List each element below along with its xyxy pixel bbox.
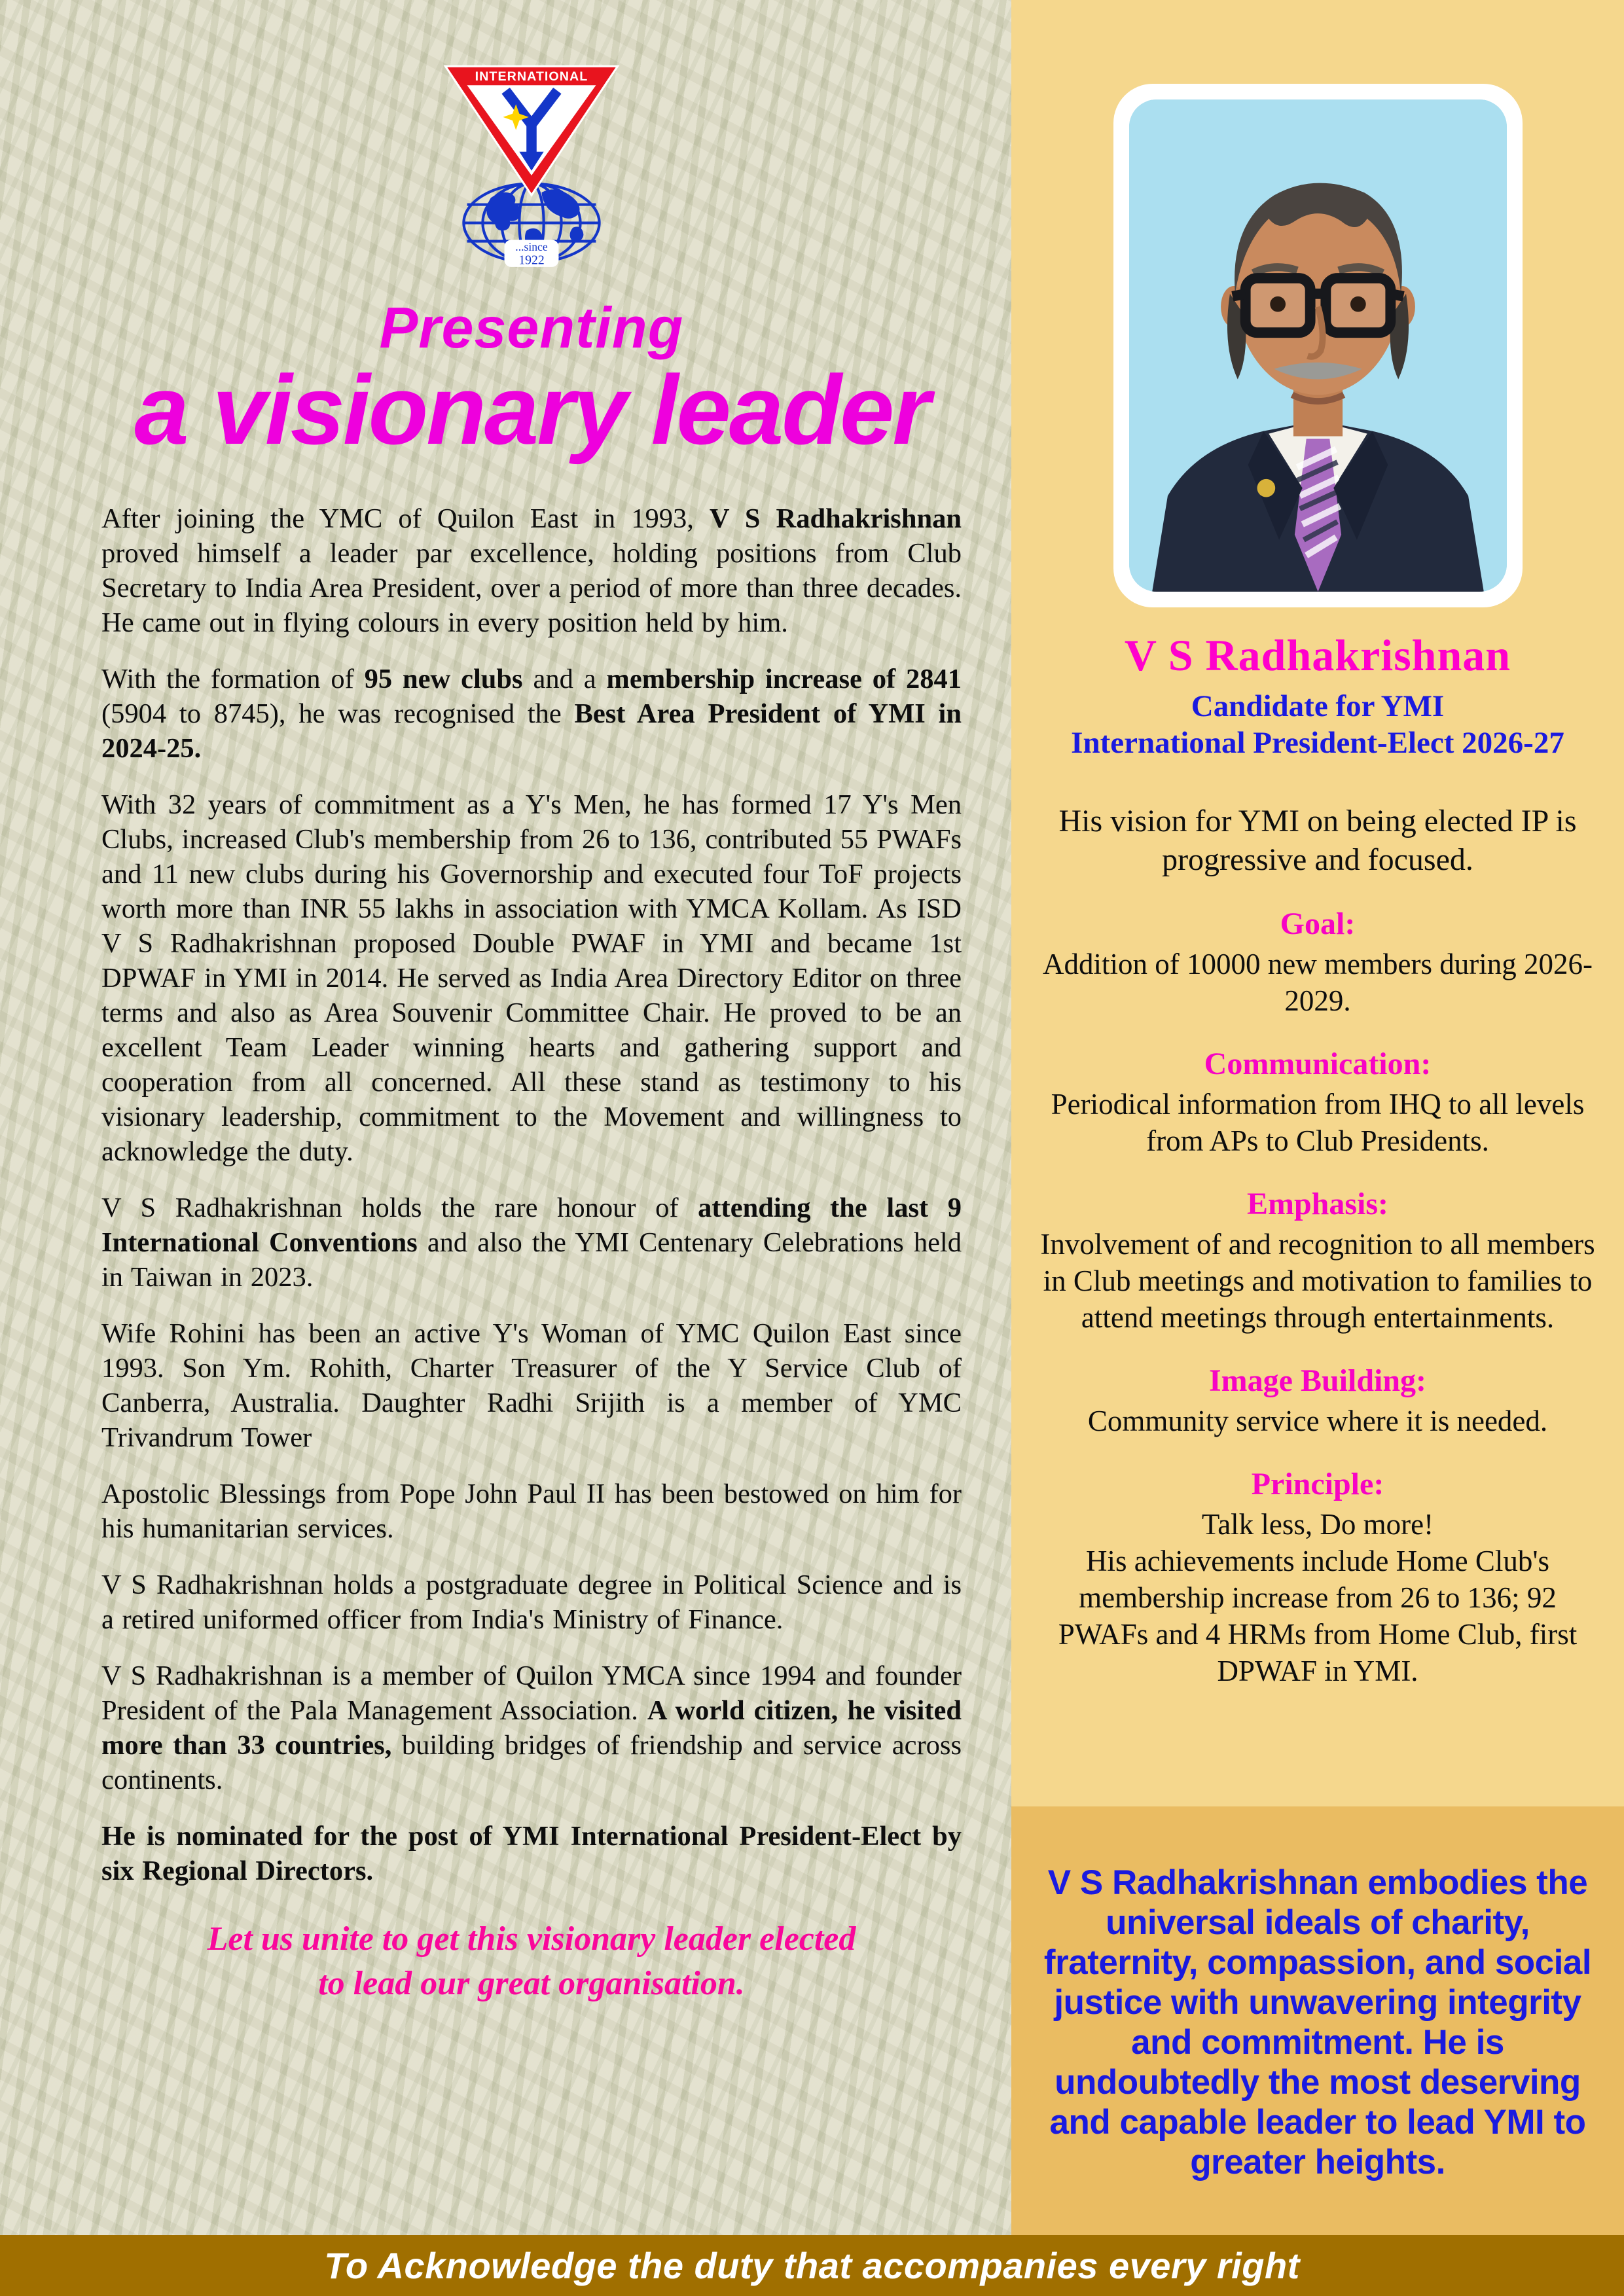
sidebar-top [1011,0,1624,1806]
paragraph: With the formation of 95 new clubs and a membership increase of 2841 (5904 to 8745), he was recognised the Best Area President of YMI in 2024-25. [101,664,962,764]
section-body-line: Periodical information from IHQ to all levels from APs to Club Presidents. [1051,1088,1585,1157]
page-title: a visionary leader [134,355,929,465]
section-body-line: Addition of 10000 new members during 2026-2029. [1043,948,1593,1017]
candidate-name: V S Radhakrishnan [1124,630,1511,680]
ymi-logo-icon [440,62,623,269]
ymi-logo [440,62,623,272]
section-body [1038,1226,1598,1336]
section-body-line: Involvement of and recognition to all members in Club meetings and motivation to families to attend meetings through entertainments. [1040,1228,1595,1334]
paragraph: V S Radhakrishnan holds a postgraduate degree in Political Science and is a retired uniformed officer from India's Ministry of Finance. [101,1570,962,1635]
paragraph: With 32 years of commitment as a Y's Men, he has formed 17 Y's Men Clubs, increased Club's membership from 26 to 136, contributed 55 PWAFs and 11 new clubs during his Governorship and executed four ToF projects worth more than INR 55 lakhs in association with YMCA Kollam. As ISD V S Radhakrishnan proposed Double PWAF in YMI and became 1st DPWAF in YMI in 2014. He served as India Area Directory Editor on three terms and also as Area Souvenir Committee Chair. He proved to be an excellent Team Leader winning hearts and gathering support and cooperation from all concerned. All these stand as testimony to his visionary leadership, commitment to the Movement and willingness to acknowledge the duty. [101,789,962,1167]
section-header: Goal: [1280,906,1356,941]
closing-line-1: Let us unite to get this visionary leader elected [207,1920,856,1958]
eye-right [1350,296,1365,312]
biography-paragraphs [101,501,962,1888]
section-header: Image Building: [1208,1363,1427,1398]
section-body [1038,946,1598,1019]
section-body [1038,1506,1598,1689]
sidebar-section [1011,1465,1624,1689]
candidate-role-line-2: International President-Elect 2026-27 [1071,726,1564,760]
paragraph: After joining the YMC of Quilon East in 1993, V S Radhakrishnan proved himself a leader par excellence, holding positions from Club Secretary to India Area President, over a period of more than three decades. He came out in flying colours in every position held by him. [101,503,962,638]
footer-motto: To Acknowledge the duty that accompanies every right [324,2245,1300,2286]
heading-eyebrow: Presenting [379,295,684,360]
highlight-text: V S Radhakrishnan embodies the universal ideals of charity, fraternity, compassion, and social justice with unwavering integrity and commitment. He is undoubtedly the most deserving and capable leader to lead YMI to greater heights. [1043,1863,1592,2181]
section-body-line: His achievements include Home Club's membership increase from 26 to 136; 92 PWAFs and 4 HRMs from Home Club, first DPWAF in YMI. [1058,1545,1578,1687]
highlight-block [1011,1806,1624,2235]
paragraph: He is nominated for the post of YMI International President-Elect by six Regional Directors. [101,1821,962,1886]
candidate-role [1011,688,1624,761]
footer-bar [0,2235,1624,2296]
section-body [1038,1403,1598,1439]
eye-left [1270,296,1286,312]
lapel-pin [1257,479,1275,497]
sidebar-section [1011,1045,1624,1159]
section-header: Principle: [1251,1467,1384,1501]
international-label: INTERNATIONAL [475,69,588,84]
section-header: Communication: [1204,1047,1432,1081]
vision-statement: His vision for YMI on being elected IP is progressive and focused. [1058,804,1577,877]
vision-sections [1011,905,1624,1689]
section-header: Emphasis: [1246,1187,1389,1221]
sidebar-section [1011,1185,1624,1336]
section-body-line: Community service where it is needed. [1087,1405,1548,1437]
paragraph: Wife Rohini has been an active Y's Woman of YMC Quilon East since 1993. Son Ym. Rohith, Charter Treasurer of the Y Service Club of Canberra, Australia. Daughter Radhi Srijith is a member of YMC Trivandrum Tower [101,1318,962,1453]
sidebar-section [1011,905,1624,1019]
closing-line-2: to lead our great organisation. [318,1965,745,2002]
triangle-emblem [445,66,617,195]
since-label: ...since [515,240,548,254]
candidate-portrait [1129,99,1507,592]
sidebar-section [1011,1362,1624,1439]
section-body-line: Talk less, Do more! [1201,1508,1434,1541]
paragraph: Apostolic Blessings from Pope John Paul II has been bestowed on him for his humanitarian services. [101,1479,962,1544]
portrait-illustration [1129,99,1507,592]
closing-appeal [101,1917,962,2006]
paragraph: V S Radhakrishnan holds the rare honour of attending the last 9 International Conventions and also the YMI Centenary Celebrations held in Taiwan in 2023. [101,1193,962,1293]
section-body [1038,1086,1598,1159]
year-label: 1922 [518,253,545,268]
sidebar [1011,0,1624,2235]
portrait-frame [1113,84,1523,607]
paragraph: V S Radhakrishnan is a member of Quilon YMCA since 1994 and founder President of the Pala Management Association. A world citizen, he visited more than 33 countries, building bridges of friendship and service across continents. [101,1660,962,1795]
candidate-role-line-1: Candidate for YMI [1191,689,1445,723]
